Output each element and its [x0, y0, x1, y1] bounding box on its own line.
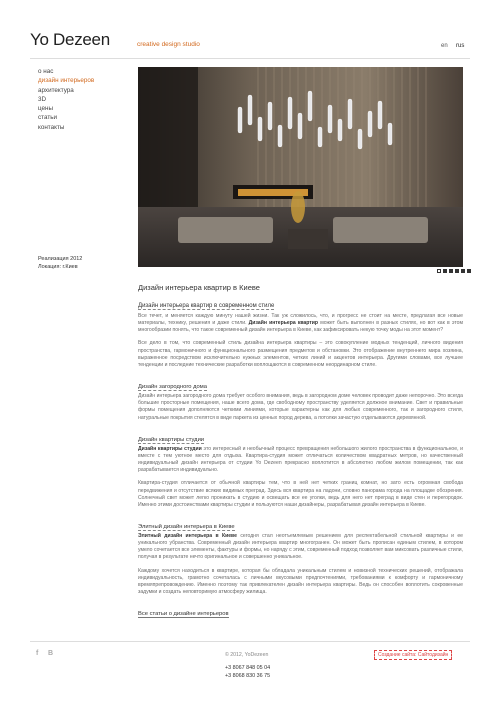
section-title-studio: Дизайн квартиры студии [138, 436, 205, 443]
nav-item-3d[interactable]: 3D [38, 95, 47, 103]
footer [0, 642, 500, 712]
nav-item-interior-design[interactable]: дизайн интерьеров [38, 77, 95, 85]
developer-badge[interactable]: Создание сайта: Сайтодизайн [374, 650, 452, 660]
phone-number: +3 8068 830 36 75 [225, 673, 271, 679]
slider-dot[interactable] [467, 269, 471, 273]
all-articles-link[interactable]: Все статьи о дизайне интерьеров [138, 611, 229, 618]
copyright: © 2012, YoDezeen [225, 652, 269, 658]
phone-number: +3 8067 848 05 04 [225, 665, 271, 671]
article-paragraph: Элитный дизайн интерьера в Киеве сегодня стал неотъемлемым решением для респектабельной стильной квартиры и ее уникального убранства. Современный дизайн интерьера квартир многогранен. Он может быть прописан единым стилем, в котором умело сочетается все элементы, фактуры и формы, но наряду с этим, современный подход позволяет вам миксовать различные стили, получая в результате нечто оригинальное и совершенно уникальное. [138, 532, 464, 561]
phone-list [225, 664, 270, 680]
realization-year: Реализация 2012 [38, 256, 83, 262]
tagline: creative design studio [137, 41, 200, 48]
nav-item-prices[interactable]: цены [38, 105, 54, 113]
nav-item-about[interactable]: о нас [38, 68, 54, 75]
slider-pagination [437, 269, 471, 273]
nav-item-architecture[interactable]: архитектура [38, 86, 74, 94]
article-paragraph: Квартира-студия отличается от обычной квартиры тем, что в ней нет четких границ комнат, но зато есть огромная свобода передвижения и отсутствие всяких видимых преград. Здесь вся квартира на ладони, словно панорама города на площадке обозрения. Солнечный свет может легко проникать в студию и освещать все ее уголки, ведь для него нет преград в виде стен и перегородок. Именно этими достоинствами квартиры студии и пользуются наши дизайнеры, разрабатывая дизайн интерьера в Киеве. [138, 480, 463, 508]
header [0, 0, 500, 58]
section-title-country-house: Дизайн загородного дома [138, 384, 207, 391]
article-paragraph: Дизайн квартиры студии это интересный и необычный процесс превращения небольшого жилого пространства в функциональное, и вместе с тем уютное место для отдыха. Квартира-студия может отличаться количеством квадратных метров, но качественный индивидуальный дизайн интерьера от студии Yo Dezeen прекрасно воплотится в абсолютно любом жилом помещении, так как разрабатывается индивидуально. [138, 445, 463, 474]
vk-icon[interactable]: B [48, 650, 54, 657]
location: Локация: г.Киев [38, 263, 78, 270]
article-paragraph: Дизайн интерьера загородного дома требует особого внимания, ведь в загородном доме человек проводит даже непорочно. Это всегда большие просторные помещения, наше всего дома, где свободному пространству уделяется должное внимание. Свет и правильные формы помещения дополняются четкими линиями, которые характерны как для любых современного, так и загородного стиля, натуральные покрытия стелятся в виде паркета из ценных пород дерева, а потолки зачастую отделываются деревянной. [138, 393, 463, 421]
facebook-icon[interactable]: f [36, 650, 39, 657]
slider-dot[interactable] [437, 269, 441, 273]
main-nav [38, 67, 94, 132]
slider-dot[interactable] [461, 269, 465, 273]
lang-en-link[interactable]: en [441, 43, 448, 49]
article [138, 283, 463, 620]
article-paragraph: Все течет, и меняется каждую минуту нашей жизни. Так уж сложилось, что, и прогресс не стоит на месте, предлагая все новые материалы, технику, решения и даже стили. Дизайн интерьера квартир может быть выполнен в разных стилях, но вот как в этом многообразии понять, что такое современный дизайн интерьера в Киеве, как зафиксировать некую точку моды на этот момент? [138, 313, 463, 334]
article-paragraph: Каждому хочется находиться в квартире, которая бы обладала уникальным стилем и новизной технических решений, отображала индивидуальность, грамотно сочеталась с личными вкусовыми предпочтениями, требованиями к комфорту и гармоничному времяпрепровождению. Именно поэтому так привлекателен дизайн интерьера квартиры. Ведь он способен воплотить сокровенные задумки и создать неповторимую атмосферу жилища. [138, 567, 463, 596]
logo[interactable]: Yo Dezeen [30, 30, 110, 49]
article-title: Дизайн интерьера квартир в Киеве [138, 283, 260, 292]
slider-dot[interactable] [449, 269, 453, 273]
slider-dot[interactable] [455, 269, 459, 273]
article-subtitle: Дизайн интерьера квартир в современном стиле [138, 303, 275, 309]
nav-item-contacts[interactable]: контакты [38, 123, 65, 131]
section-title-elite: Элитный дизайн интерьера в Киеве [138, 523, 235, 530]
project-meta [38, 256, 82, 271]
lang-ru-link[interactable]: rus [456, 43, 465, 49]
slider-dot[interactable] [443, 269, 447, 273]
header-divider [30, 58, 470, 59]
interior-photo [138, 67, 463, 267]
nav-item-articles[interactable]: статьи [38, 114, 58, 122]
article-paragraph: Все дело в том, что современный стиль дизайна интерьера квартиры – это совокупление модных тенденций, личного видения пространства, гармоничного и функционального размещения предметов и обстановки. Это отображение внутреннего мира хозяина, выраженное посредством исключительно нужных элементов, четких линий и акцентов интерьера. Другими словами, все лучшее тенденции и последние технические разработки воплощаются в современном неординарном стиле. [138, 340, 463, 368]
